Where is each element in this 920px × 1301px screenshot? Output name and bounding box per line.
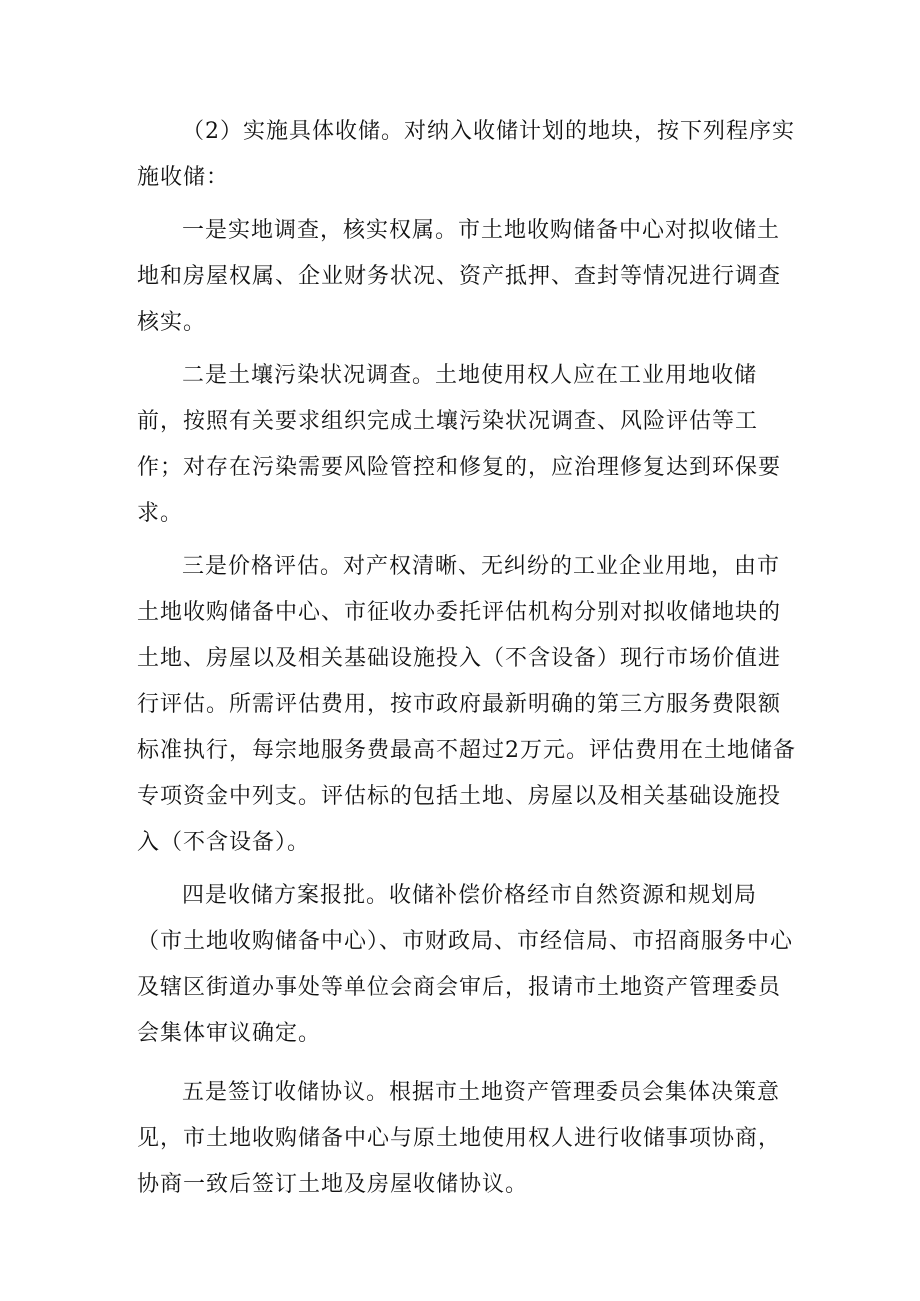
paragraph-plan-approval: 四是收储方案报批。收储补偿价格经市自然资源和规划局（市土地收购储备中心）、市财政局、市经信局、市招商服务中心及辖区街道办事处等单位会商会审后，报请市土地资产管理委员会集体审议确定。 (137, 883, 794, 1046)
paragraph-site-survey: 一是实地调查，核实权属。市土地收购储备中心对拟收储土地和房屋权属、企业财务状况、资产抵押、查封等情况进行调查核实。 (137, 218, 782, 335)
paragraph-sign-agreement: 五是签订收储协议。根据市土地资产管理委员会集体决策意见，市土地收购储备中心与原土地使用权人进行收储事项协商，协商一致后签订土地及房屋收储协议。 (137, 1080, 782, 1197)
document-body (137, 109, 800, 1208)
paragraph-procedure-intro: （2）实施具体收储。对纳入收储计划的地块，按下列程序实施收储： (137, 119, 795, 190)
paragraph-soil-survey: 二是土壤污染状况调查。土地使用权人应在工业用地收储前，按照有关要求组织完成土壤污染状况调查、风险评估等工作；对存在污染需要风险管控和修复的，应治理修复达到环保要求。 (137, 363, 782, 526)
paragraph-price-evaluation: 三是价格评估。对产权清晰、无纠纷的工业企业用地，由市土地收购储备中心、市征收办委托评估机构分别对拟收储地块的土地、房屋以及相关基础设施投入（不含设备）现行市场价值进行评估。所需评估费用，按市政府最新明确的第三方服务费限额标准执行，每宗地服务费最高不超过2万元。评估费用在土地储备专项资金中列支。评估标的包括土地、房屋以及相关基础设施投入（不含设备）。 (137, 554, 796, 855)
